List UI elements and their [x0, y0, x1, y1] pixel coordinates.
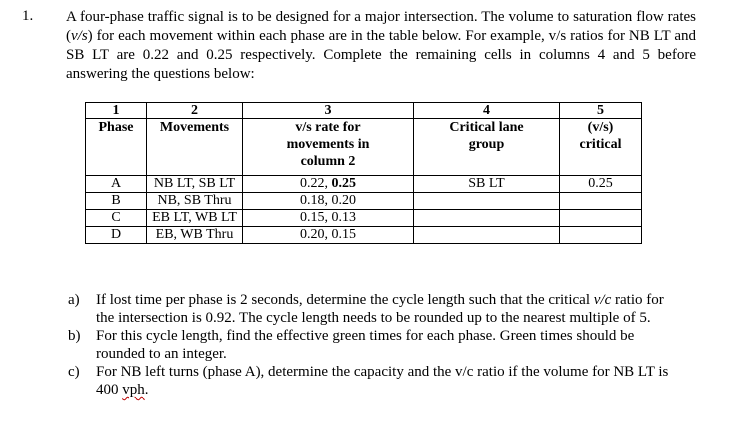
vs-first: 0.22, — [300, 176, 332, 191]
cell-movements: EB LT, WB LT — [147, 210, 243, 227]
problem-statement — [66, 8, 696, 84]
cell-phase: B — [86, 193, 147, 210]
cell-critical-lane-group[interactable]: SB LT — [414, 176, 560, 193]
cell-vs-rate — [243, 210, 414, 227]
intro-text: A four-phase traffic signal is to be designed for a major intersection. The volume to saturation flow rates ( — [66, 9, 696, 44]
header-critical-lane-group — [414, 119, 560, 176]
header-vs-critical-text: (v/s) critical — [579, 120, 622, 152]
col-num-3: 3 — [243, 103, 414, 119]
vs-first: 0.15, — [300, 210, 332, 225]
header-vs-rate — [243, 119, 414, 176]
question-text: For NB left turns (phase A), determine the capacity and the v/c ratio if the volume for NB LT is 400 — [96, 364, 669, 398]
question-label: b) — [68, 328, 81, 344]
question-c — [68, 363, 678, 399]
col-num-2: 2 — [147, 103, 243, 119]
cell-movements: EB, WB Thru — [147, 227, 243, 244]
question-b — [68, 327, 678, 363]
cell-phase: D — [86, 227, 147, 244]
cell-phase: A — [86, 176, 147, 193]
intro-italic: v/s — [71, 28, 88, 44]
cell-vs-critical[interactable]: 0.25 — [560, 176, 642, 193]
question-italic: v/c — [593, 292, 612, 308]
question-label: c) — [68, 364, 80, 380]
cell-vs-rate — [243, 227, 414, 244]
col-num-1: 1 — [86, 103, 147, 119]
vs-second: 0.13 — [331, 210, 356, 225]
question-end: . — [144, 382, 149, 398]
cell-critical-lane-group[interactable] — [414, 193, 560, 210]
cell-critical-lane-group[interactable] — [414, 227, 560, 244]
question-text: If lost time per phase is 2 seconds, determine the cycle length such that the critical — [96, 292, 594, 308]
vs-second: 0.25 — [331, 176, 356, 191]
intro-text-cont: ) for each movement within each phase are in the table below. For example, v/s ratios for NB LT and SB LT are 0.22 and 0.25 respectively. Complete the remaining cells in columns 4 and 5 before answering the questions below: — [66, 28, 696, 82]
question-a — [68, 291, 678, 327]
phase-table — [85, 102, 642, 244]
question-text: For this cycle length, find the effective green times for each phase. Green times should be rounded to an integer. — [96, 328, 635, 362]
question-label: a) — [68, 292, 80, 308]
table-row — [86, 176, 642, 193]
question-text-cont: ratio for the intersection is 0.92. The cycle length needs to be rounded up to the nearest multiple of 5. — [96, 292, 664, 326]
col-num-4: 4 — [414, 103, 560, 119]
cell-vs-rate — [243, 176, 414, 193]
cell-vs-critical[interactable] — [560, 227, 642, 244]
table-row — [86, 227, 642, 244]
header-vs-critical — [560, 119, 642, 176]
vs-first: 0.18, — [300, 193, 332, 208]
cell-phase: C — [86, 210, 147, 227]
spellcheck-flagged-word: vph — [122, 382, 145, 398]
question-list — [68, 291, 678, 399]
cell-movements: NB LT, SB LT — [147, 176, 243, 193]
cell-vs-rate — [243, 193, 414, 210]
header-phase: Phase — [86, 119, 147, 176]
column-header-row — [86, 119, 642, 176]
table-row — [86, 210, 642, 227]
vs-second: 0.15 — [331, 227, 356, 242]
cell-vs-critical[interactable] — [560, 193, 642, 210]
vs-second: 0.20 — [331, 193, 356, 208]
problem-number: 1. — [22, 8, 34, 24]
cell-critical-lane-group[interactable] — [414, 210, 560, 227]
header-critical-lane-text: Critical lane group — [449, 120, 524, 152]
header-vs-rate-text: v/s rate for movements in column 2 — [286, 120, 370, 169]
cell-vs-critical[interactable] — [560, 210, 642, 227]
cell-movements: NB, SB Thru — [147, 193, 243, 210]
col-num-5: 5 — [560, 103, 642, 119]
table-row — [86, 193, 642, 210]
header-movements: Movements — [147, 119, 243, 176]
column-number-row — [86, 103, 642, 119]
problem-intro — [22, 8, 696, 84]
vs-first: 0.20, — [300, 227, 332, 242]
